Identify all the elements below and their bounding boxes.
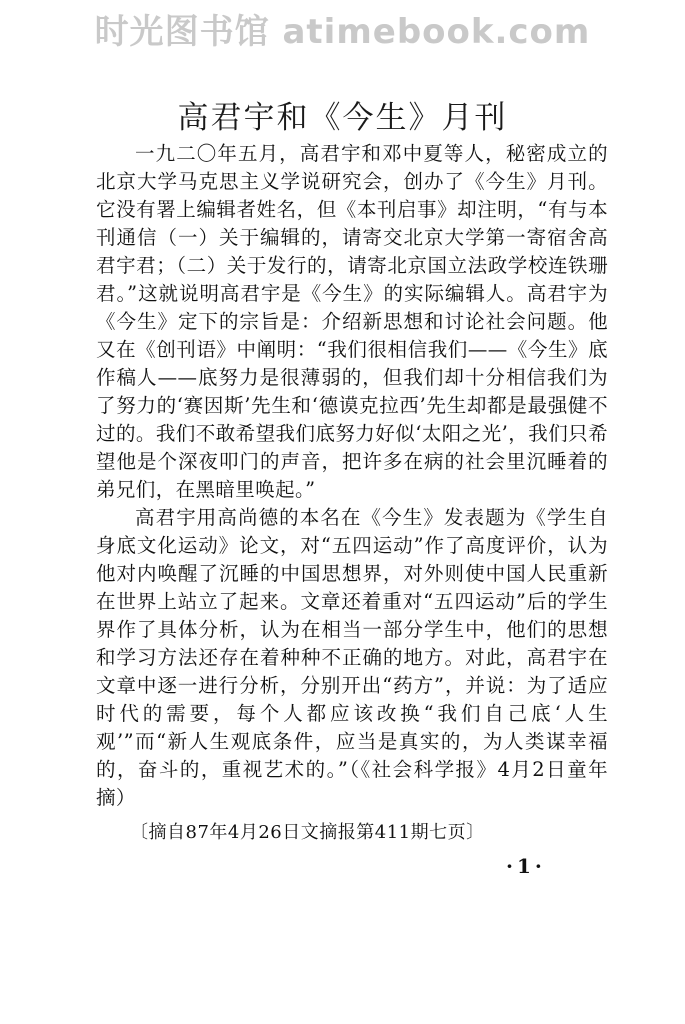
page-number: ·1· xyxy=(506,854,546,878)
watermark: 时光图书馆 atimebook.com xyxy=(94,12,591,52)
paragraph: 高君宇用高尚德的本名在《今生》发表题为《学生自身底文化运动》论文，对“五四运动”作了高度评价，认为他对内唤醒了沉睡的中国思想界，对外则使中国人民重新在世界上站立了起来。文章还着重对“五四运动”后的学生界作了具体分析，认为在相当一部分学生中，他们的思想和学习方法还存在着种种不正确的地方。对此，高君宇在文章中逐一进行分析，分别开出“药方”，并说：为了适应时代的需要，每个人都应该改换“我们自己底‘人生观’”而“新人生观底条件，应当是真实的，为人类谋幸福的，奋斗的，重视艺术的。”（《社会科学报》4月2日童年摘） xyxy=(96,506,608,809)
source-note: 〔摘自87年4月26日文摘报第411期七页〕 xyxy=(130,822,485,843)
article-title: 高君宇和《今生》月刊 xyxy=(177,100,508,136)
article-body xyxy=(96,140,608,812)
paragraph: 一九二〇年五月，高君宇和邓中夏等人，秘密成立的北京大学马克思主义学说研究会，创办了《今生》月刊。它没有署上编辑者姓名，但《本刊启事》却注明，“有与本刊通信（一）关于编辑的，请寄交北京大学第一寄宿舍高君宇君；（二）关于发行的，请寄北京国立法政学校连铁珊君。”这就说明高君宇是《今生》的实际编辑人。高君宇为《今生》定下的宗旨是：介绍新思想和讨论社会问题。他又在《创刊语》中阐明：“我们很相信我们——《今生》底作稿人——底努力是很薄弱的，但我们却十分相信我们为了努力的‘赛因斯’先生和‘德谟克拉西’先生却都是最强健不过的。我们不敢希望我们底努力好似‘太阳之光’，我们只希望他是个深夜叩门的声音，把许多在病的社会里沉睡着的弟兄们，在黑暗里唤起。” xyxy=(96,142,608,501)
